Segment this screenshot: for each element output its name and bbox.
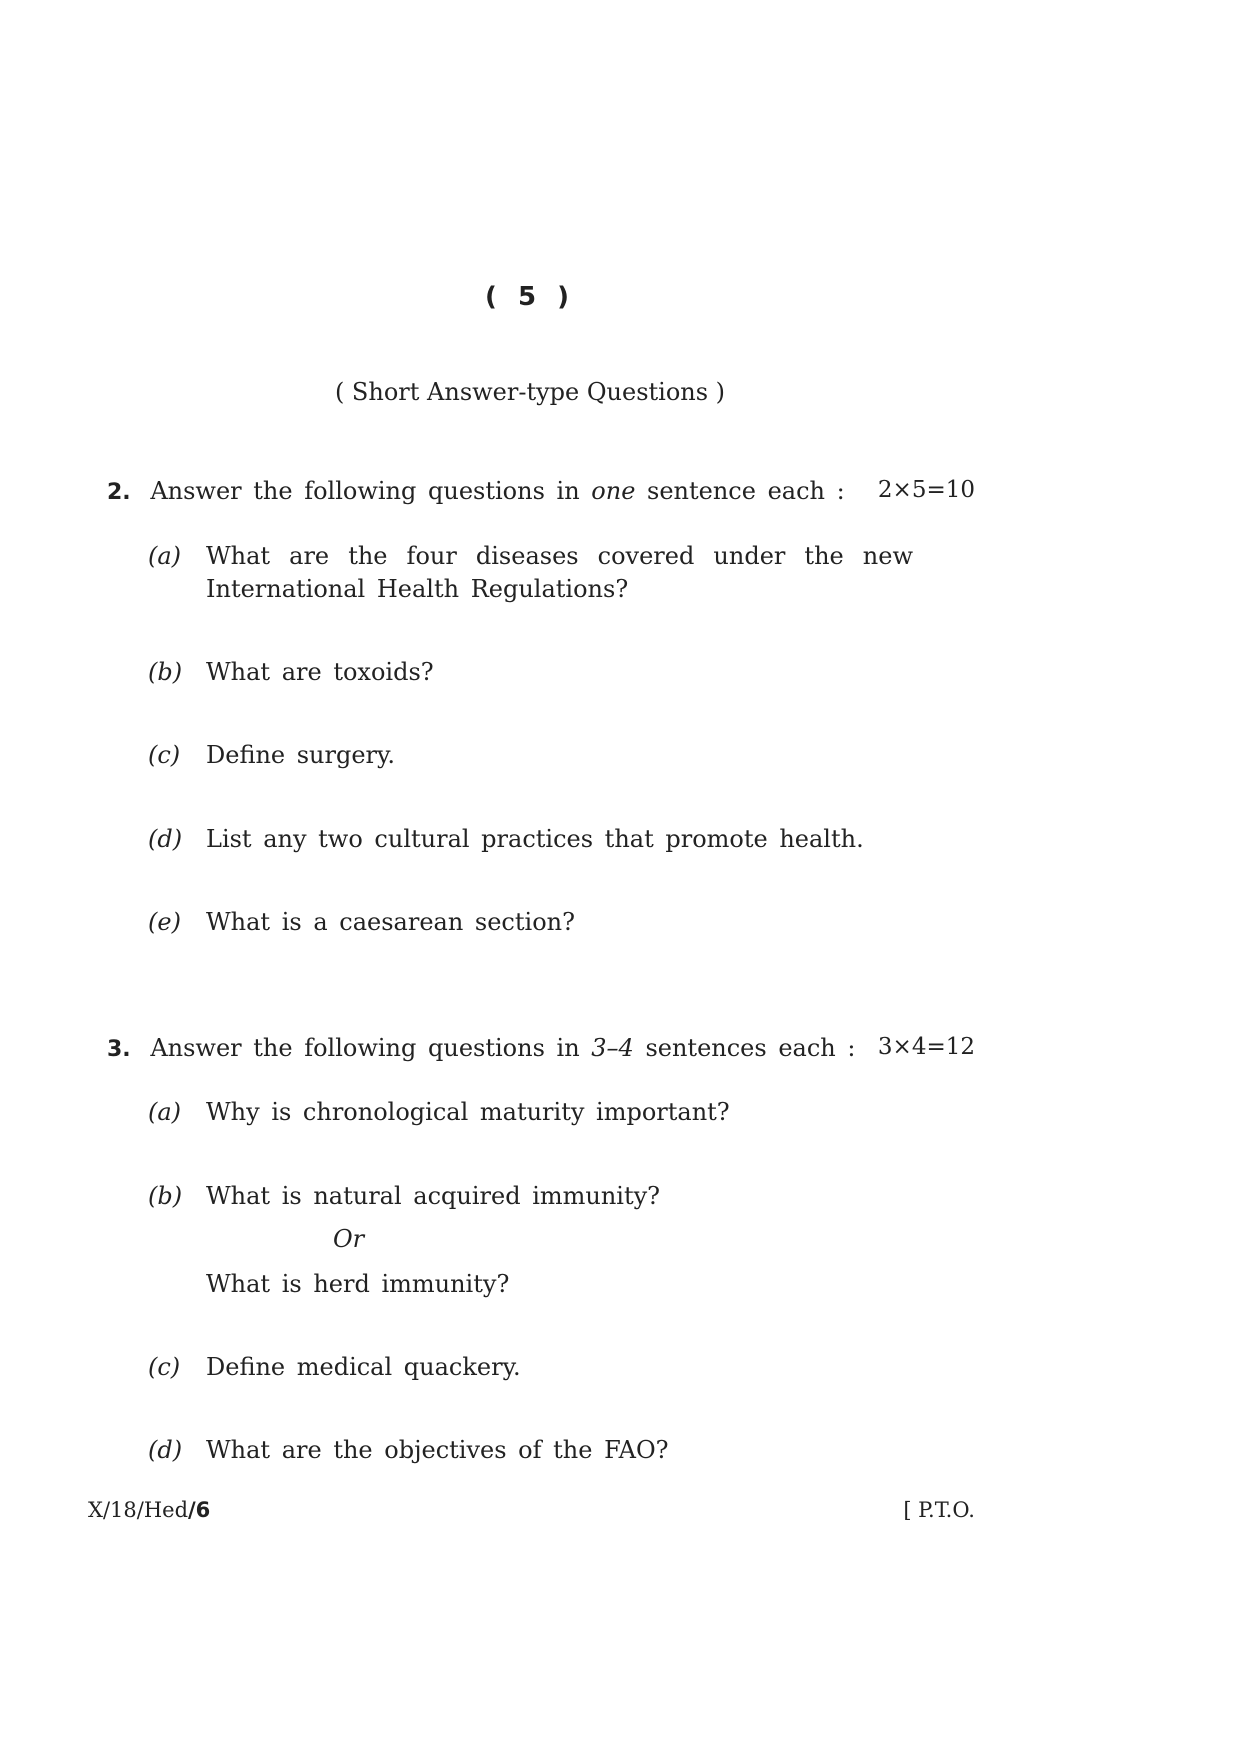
sub-question-text: Why is chronological maturity important? <box>206 1098 730 1126</box>
question-number: 2. <box>107 480 131 505</box>
question-marks: 3×4=12 <box>877 1034 975 1060</box>
question-2-header <box>107 477 975 505</box>
sub-question-label: (c) <box>148 1353 181 1381</box>
sub-question-label: (a) <box>148 1098 182 1126</box>
sub-question-label: (b) <box>148 658 183 686</box>
sub-question-label: (d) <box>148 1436 183 1464</box>
question-marks: 2×5=10 <box>877 477 975 503</box>
page-number: ( 5 ) <box>485 282 575 312</box>
sub-question-text: What is a caesarean section? <box>206 908 575 936</box>
sub-question-text: Define surgery. <box>206 741 396 769</box>
or-separator: Or <box>333 1225 365 1253</box>
sub-question-text: What is natural acquired immunity? <box>206 1182 661 1210</box>
question-prompt: Answer the following questions in 3–4 sentences each : <box>150 1034 856 1062</box>
question-3-header <box>107 1034 975 1062</box>
sub-question-label: (d) <box>148 825 183 853</box>
sub-question-text: Define medical quackery. <box>206 1353 521 1381</box>
sub-question-label: (c) <box>148 741 181 769</box>
sub-question-label: (e) <box>148 908 181 936</box>
section-title: ( Short Answer-type Questions ) <box>334 378 726 406</box>
sub-question-label: (a) <box>148 542 182 570</box>
paper-code: X/18/Hed/6 <box>88 1498 211 1522</box>
sub-question-text-continued: International Health Regulations? <box>206 575 629 603</box>
question-prompt: Answer the following questions in one sentence each : <box>150 477 845 505</box>
sub-question-text: What are the four diseases covered under the new <box>206 542 913 570</box>
question-number: 3. <box>107 1037 131 1062</box>
sub-question-text: List any two cultural practices that promote health. <box>206 825 864 853</box>
sub-question-text: What are toxoids? <box>206 658 434 686</box>
sub-question-alternative: What is herd immunity? <box>206 1270 510 1298</box>
pto-note: [ P.T.O. <box>903 1498 975 1522</box>
sub-question-label: (b) <box>148 1182 183 1210</box>
sub-question-text: What are the objectives of the FAO? <box>206 1436 669 1464</box>
